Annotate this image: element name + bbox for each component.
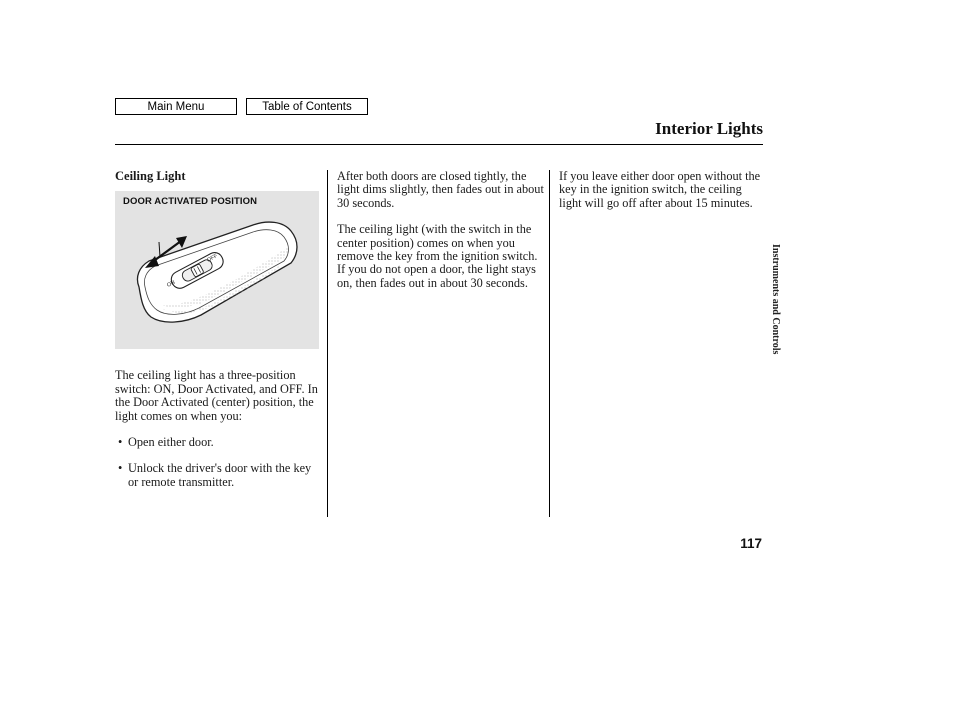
title-divider: [115, 144, 763, 145]
ceiling-light-illustration: [115, 191, 319, 349]
column-divider: [549, 170, 550, 517]
column-2: [337, 170, 544, 303]
figure-caption: DOOR ACTIVATED POSITION: [123, 196, 258, 207]
main-menu-button[interactable]: Main Menu: [115, 98, 237, 115]
column-3: [559, 170, 763, 223]
intro-paragraph: The ceiling light has a three-position switch: ON, Door Activated, and OFF. In the Door Activated (center) position, the light comes on when you:: [115, 368, 318, 423]
paragraph: If you leave either door open without the key in the ignition switch, the ceiling light will go off after about 15 minutes.: [559, 169, 761, 210]
paragraph: After both doors are closed tightly, the light dims slightly, then fades out in about 30 seconds.: [337, 169, 544, 210]
list-item: • Unlock the driver's door with the key or remote transmitter.: [118, 461, 312, 489]
page-number: 117: [740, 536, 762, 551]
table-of-contents-button[interactable]: Table of Contents: [246, 98, 368, 115]
page-title: Interior Lights: [655, 119, 763, 138]
ceiling-light-figure: [115, 191, 319, 349]
switch-label-off: OFF: [206, 253, 219, 264]
section-heading: Ceiling Light: [115, 169, 186, 183]
paragraph: The ceiling light (with the switch in the center position) comes on when you remove the key from the ignition switch. If you do not open a door, the light stays on, then fades out in about 30 seconds.: [337, 222, 538, 290]
condition-list: [115, 436, 320, 489]
section-side-tab: [770, 244, 784, 374]
switch-label-on: ON: [166, 279, 177, 289]
column-divider: [327, 170, 328, 517]
list-item: • Open either door.: [118, 435, 214, 450]
section-tab-label: Instruments and Controls: [770, 244, 781, 355]
